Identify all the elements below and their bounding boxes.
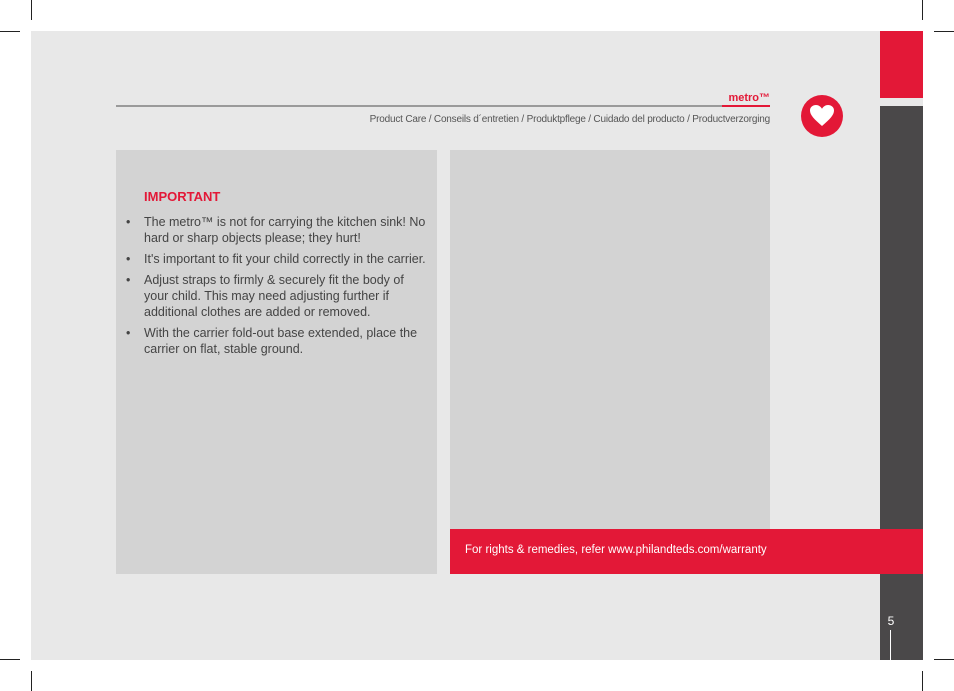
crop-mark bbox=[31, 0, 32, 20]
crop-mark bbox=[922, 671, 923, 691]
warranty-text: For rights & remedies, refer www.philandteds.com/warranty bbox=[465, 544, 767, 556]
list-item-text: Adjust straps to firmly & securely fit the body of your child. This may need adjusting further if additional clothes are added or removed. bbox=[144, 273, 404, 319]
list-item-text: It's important to fit your child correctly in the carrier. bbox=[144, 252, 426, 266]
crop-mark bbox=[934, 659, 954, 660]
header-rule bbox=[116, 105, 770, 107]
heart-badge bbox=[801, 95, 843, 137]
important-heading: IMPORTANT bbox=[144, 189, 221, 204]
crop-mark bbox=[31, 671, 32, 691]
section-subtitle: Product Care / Conseils d´entretien / Produktpflege / Cuidado del producto / Productverzorging bbox=[369, 114, 770, 125]
list-item bbox=[126, 272, 426, 320]
heart-icon bbox=[809, 104, 835, 128]
page-number: 5 bbox=[887, 614, 895, 628]
crop-mark bbox=[0, 31, 20, 32]
bullet-icon: • bbox=[126, 326, 131, 340]
image-panel bbox=[450, 150, 770, 529]
brand-name: metro™ bbox=[728, 92, 770, 104]
list-item bbox=[126, 214, 426, 246]
crop-mark bbox=[922, 0, 923, 20]
list-item bbox=[126, 325, 426, 357]
crop-mark bbox=[934, 31, 954, 32]
warranty-banner bbox=[450, 529, 923, 574]
page-number-rule bbox=[890, 630, 891, 660]
crop-mark bbox=[0, 659, 20, 660]
list-item bbox=[126, 251, 426, 267]
brand-rule bbox=[722, 105, 770, 107]
important-list bbox=[126, 214, 426, 362]
sidebar-dark-bar bbox=[880, 106, 923, 660]
bullet-icon: • bbox=[126, 215, 131, 229]
sidebar-red-tab bbox=[880, 31, 923, 98]
bullet-icon: • bbox=[126, 273, 131, 287]
bullet-icon: • bbox=[126, 252, 131, 266]
list-item-text: The metro™ is not for carrying the kitchen sink! No hard or sharp objects please; they hurt! bbox=[144, 215, 426, 245]
list-item-text: With the carrier fold-out base extended, place the carrier on flat, stable ground. bbox=[144, 326, 418, 356]
